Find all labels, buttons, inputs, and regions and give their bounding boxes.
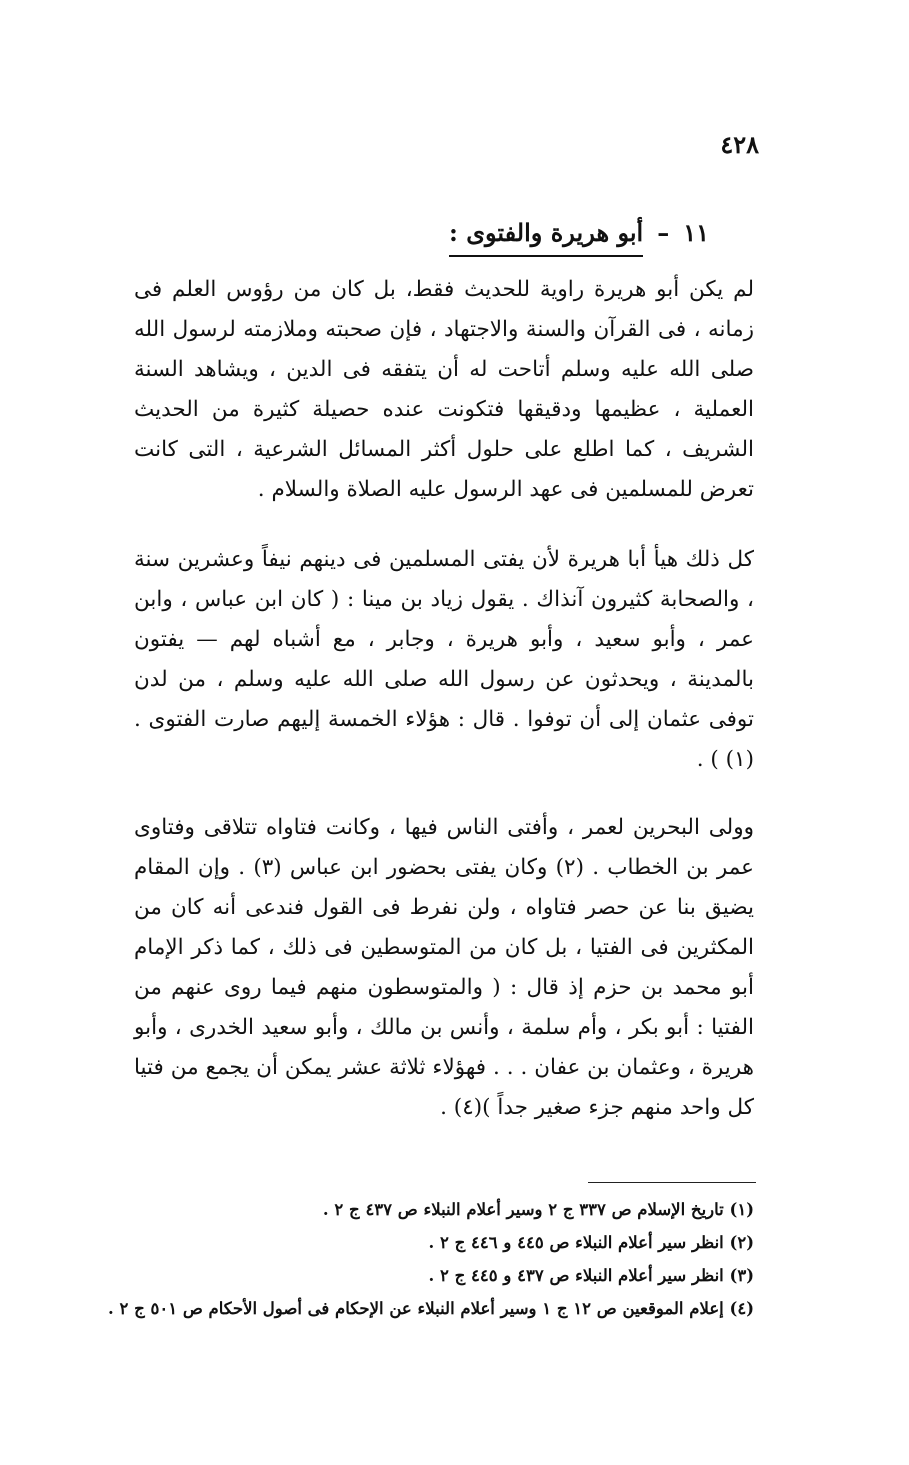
footnote-separator [588,1182,756,1183]
paragraph [134,540,754,780]
footnote: (٣) انظر سير أعلام النبلاء ص ٤٣٧ و ٤٤٥ ج ٢ . [428,1266,754,1285]
footnote: (١) تاريخ الإسلام ص ٣٣٧ ج ٢ وسير أعلام النبلاء ص ٤٣٧ ج ٢ . [322,1200,754,1219]
footnote: (٤) إعلام الموقعين ص ١٢ ج ١ وسير أعلام النبلاء عن الإحكام فى أصول الأحكام ص ٥٠١ ج ٢ . [107,1299,754,1318]
paragraph-text: لم يكن أبو هريرة راوية للحديث فقط، بل كان من رؤوس العلم فى زمانه ، فى القرآن والسنة والاجتهاد ، فإن صحبته وملازمته لرسول الله صلى الله عليه وسلم أتاحت له أن يتفقه فى الدين ، ويشاهد السنة العملية ، عظيمها ودقيقها فتكونت عنده حصيلة كثيرة من الحديث الشريف ، كما اطلع على حلول أكثر المسائل الشرعية ، التى كانت تعرض للمسلمين فى عهد الرسول عليه الصلاة والسلام . [134,277,754,502]
paragraph [134,270,754,510]
section-title: أبو هريرة والفتوى : [449,218,643,257]
paragraph-text: كل ذلك هيأ أبا هريرة لأن يفتى المسلمين فى دينهم نيفاً وعشرين سنة ، والصحابة كثيرون آنذاك . يقول زياد بن مينا : ( كان ابن عباس ، وابن عمر ، وأبو سعيد ، وأبو هريرة ، وجابر ، مع أشباه لهم — يفتون بالمدينة ، ويحدثون عن رسول الله صلى الله عليه وسلم ، من لدن توفى عثمان إلى أن توفوا . قال : هؤلاء الخمسة إليهم صارت الفتوى . (١) ) . [134,547,754,772]
footnotes [107,1193,754,1325]
footnote: (٢) انظر سير أعلام النبلاء ص ٤٤٥ و ٤٤٦ ج ٢ . [428,1233,754,1252]
section-dash: – [657,218,670,247]
paragraph [134,808,754,1128]
section-number: ١١ [683,218,709,247]
paragraph-text: وولى البحرين لعمر ، وأفتى الناس فيها ، وكانت فتاواه تتلاقى وفتاوى عمر بن الخطاب . (٢) وكان يفتى بحضور ابن عباس (٣) . وإن المقام يضيق بنا عن حصر فتاواه ، ولن نفرط فى القول فندعى أنه كان من المكثرين فى الفتيا ، بل كان من المتوسطين فى ذلك ، كما ذكر الإمام أبو محمد بن حزم إذ قال : ( والمتوسطون منهم فيما روى عنهم من الفتيا : أبو بكر ، وأم سلمة ، وأنس بن مالك ، وأبو سعيد الخدرى ، وأبو هريرة ، وعثمان بن عفان . . . فهؤلاء ثلاثة عشر يمكن أن يجمع من فتيا كل واحد منهم جزء صغير جداً )(٤) . [134,815,754,1120]
page-number: ٤٢٨ [720,130,759,159]
section-heading [449,218,709,247]
